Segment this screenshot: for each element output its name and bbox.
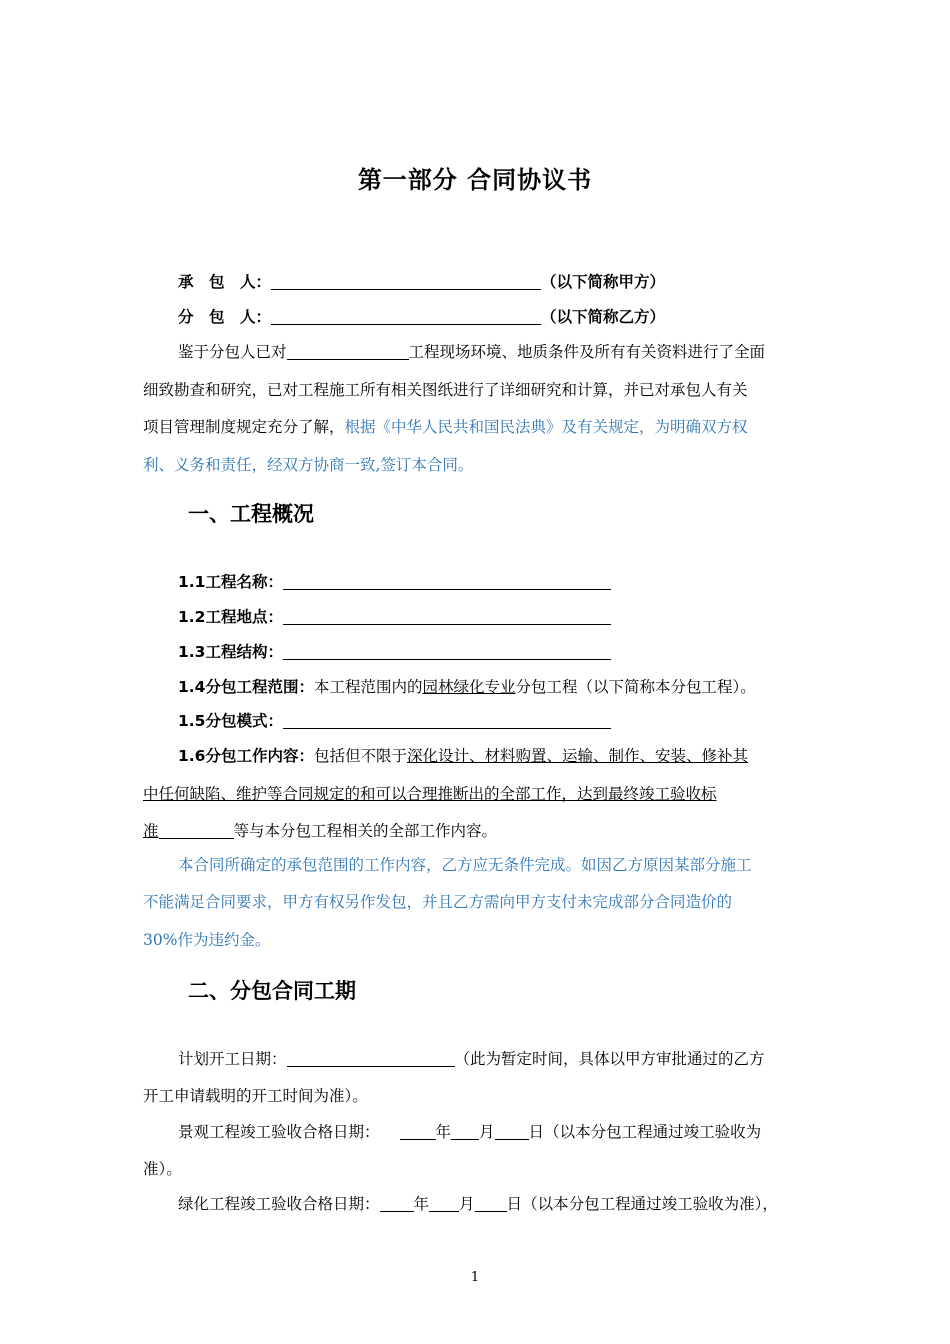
landscape-year-blank[interactable]	[400, 1123, 436, 1140]
page-number: 1	[470, 1270, 480, 1285]
page-title: 第一部分 合同协议书	[357, 166, 593, 194]
greening-month-blank[interactable]	[429, 1195, 459, 1212]
item-1-6: 1.6分包工作内容：包括但不限于深化设计、材料购置、运输、制作、安装、修补其	[178, 747, 748, 765]
item-1-1: 1.1工程名称：	[178, 572, 843, 592]
contractor-line	[178, 272, 843, 292]
item-1-5: 1.5分包模式：	[178, 711, 843, 731]
note-line-1: 本合同所确定的承包范围的工作内容，乙方应无条件完成。如因乙方原因某部分施工	[178, 856, 752, 874]
contractor-label: 承 包 人：	[178, 273, 272, 291]
start-date-blank[interactable]	[287, 1050, 455, 1067]
subcontractor-blank[interactable]	[271, 308, 541, 325]
intro-line-1: 鉴于分包人已对 工程现场环境、地质条件及所有有关资料进行了全面	[178, 343, 766, 361]
work-content-blank[interactable]	[159, 822, 234, 839]
project-structure-blank[interactable]	[283, 643, 611, 660]
start-date-line: 计划开工日期： （此为暂定时间，具体以甲方审批通过的乙方	[178, 1050, 765, 1068]
greening-year-blank[interactable]	[380, 1195, 414, 1212]
landscape-day-blank[interactable]	[495, 1123, 529, 1140]
intro-line-3: 项目管理制度规定充分了解，根据《中华人民共和国民法典》及有关规定，为明确双方权	[143, 418, 748, 436]
item-1-2: 1.2工程地点：	[178, 607, 843, 627]
item-1-4: 1.4分包工程范围：本工程范围内的园林绿化专业分包工程（以下简称本分包工程）。	[178, 678, 756, 696]
subcontractor-label: 分 包 人：	[178, 308, 272, 326]
subcontractor-suffix: （以下简称乙方）	[541, 308, 666, 326]
subcontractor-line	[178, 307, 843, 327]
greening-date-line: 绿化工程竣工验收合格日期： 年 月 日（以本分包工程通过竣工验收为准），	[178, 1195, 778, 1213]
contractor-suffix: （以下简称甲方）	[541, 273, 666, 291]
item-1-6-line-2: 中任何缺陷、维护等合同规定的和可以合理推断出的全部工作，达到最终竣工验收标	[143, 785, 717, 803]
landscape-date-line-2: 准）。	[143, 1160, 182, 1178]
landscape-date-line: 景观工程竣工验收合格日期： 年 月 日（以本分包工程通过竣工验收为	[178, 1123, 762, 1141]
section-2-heading: 二、分包合同工期	[188, 979, 356, 1003]
note-line-2: 不能满足合同要求，甲方有权另作发包，并且乙方需向甲方支付未完成部分合同造价的	[143, 893, 733, 911]
landscape-month-blank[interactable]	[451, 1123, 479, 1140]
intro-line-2: 细致勘查和研究，已对工程施工所有相关图纸进行了详细研究和计算，并已对承包人有关	[143, 381, 748, 399]
subcontract-mode-blank[interactable]	[283, 712, 611, 729]
legal-basis-text: 根据《中华人民共和国民法典》及有关规定，为明确双方权	[344, 418, 748, 436]
contractor-blank[interactable]	[271, 273, 541, 290]
item-1-6-line-3: 准 等与本分包工程相关的全部工作内容。	[143, 822, 498, 840]
project-location-blank[interactable]	[283, 608, 611, 625]
project-name-blank[interactable]	[283, 573, 611, 590]
greening-day-blank[interactable]	[475, 1195, 507, 1212]
note-line-3: 30%作为违约金。	[143, 931, 271, 949]
project-blank[interactable]	[287, 343, 409, 360]
intro-line-4: 利、义务和责任，经双方协商一致,签订本合同。	[143, 456, 474, 474]
scope-underlined: 园林绿化专业	[422, 678, 516, 696]
section-1-heading: 一、工程概况	[188, 502, 314, 526]
start-date-line-2: 开工申请载明的开工时间为准）。	[143, 1087, 368, 1105]
item-1-3: 1.3工程结构：	[178, 642, 843, 662]
